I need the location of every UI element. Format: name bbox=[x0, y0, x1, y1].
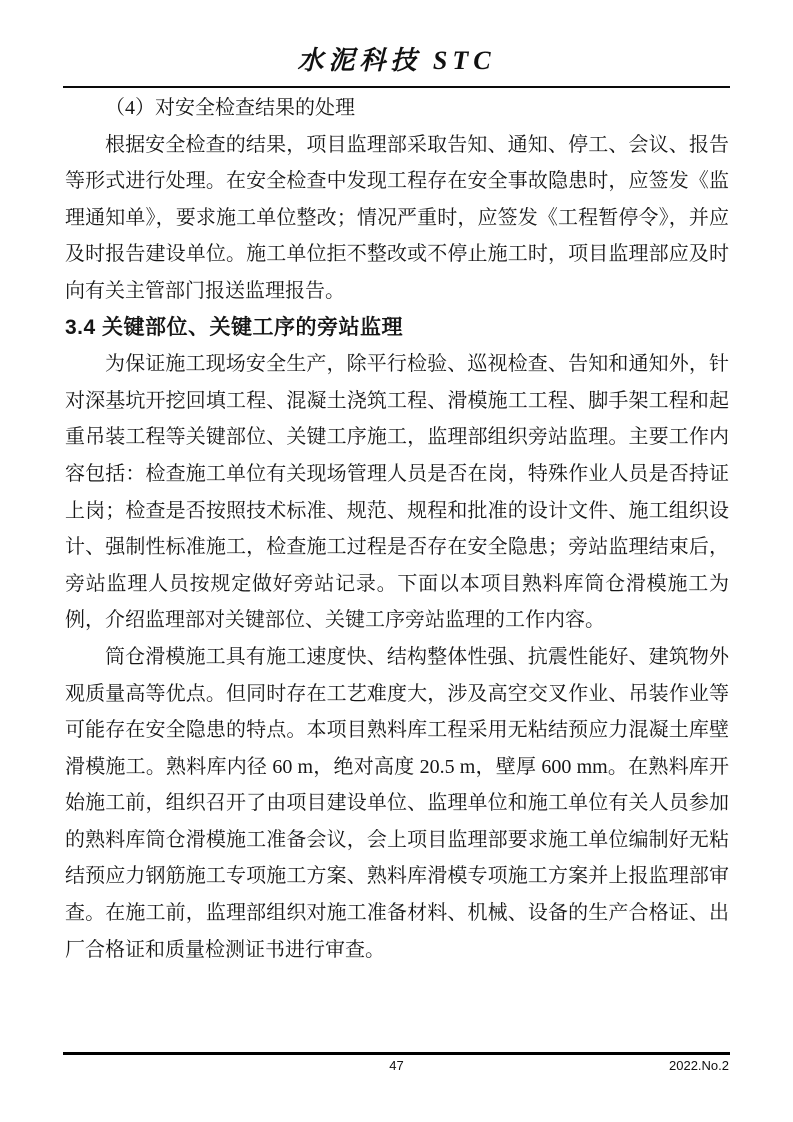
page-number: 47 bbox=[389, 1058, 404, 1073]
issue-number: 2022.No.2 bbox=[669, 1058, 729, 1073]
journal-header bbox=[63, 40, 730, 77]
journal-title: 水泥科技 STC bbox=[297, 46, 496, 75]
subsection-heading: （4）对安全检查结果的处理 bbox=[105, 97, 355, 119]
paragraph-side-station-supervision: 为保证施工现场安全生产，除平行检验、巡视检查、告知和通知外，针对深基坑开挖回填工程、混凝土浇筑工程、滑模施工工程、脚手架工程和起重吊装工程等关键部位、关键工序施工，监理部组织旁站监理。主要工作内容包括：检查施工单位有关现场管理人员是否在岗，特殊作业人员是否持证上岗；检查是否按照技术标准、规范、规程和批准的设计文件、施工组织设计、强制性标准施工，检查施工过程是否存在安全隐患；旁站监理结束后，旁站监理人员按规定做好旁站记录。下面以本项目熟料库筒仓滑模施工为例，介绍监理部对关键部位、关键工序旁站监理的工作内容。 bbox=[65, 353, 729, 632]
paragraph-silo-slipform: 筒仓滑模施工具有施工速度快、结构整体性强、抗震性能好、建筑物外观质量高等优点。但同时存在工艺难度大，涉及高空交叉作业、吊装作业等可能存在安全隐患的特点。本项目熟料库工程采用无粘结预应力混凝土库壁滑模施工。熟料库内径 60 m，绝对高度 20.5 m，壁厚 600 mm。在熟料库开始施工前，组织召开了由项目建设单位、监理单位和施工单位有关人员参加的熟料库筒仓滑模施工准备会议，会上项目监理部要求施工单位编制好无粘结预应力钢筋施工专项施工方案、熟料库滑模专项施工方案并上报监理部审查。在施工前，监理部组织对施工准备材料、机械、设备的生产合格证、出厂合格证和质量检测证书进行审查。 bbox=[65, 645, 729, 961]
header-divider bbox=[63, 86, 730, 88]
section-heading-3-4: 3.4 关键部位、关键工序的旁站监理 bbox=[65, 315, 404, 339]
paragraph-safety-check-handling: 根据安全检查的结果，项目监理部采取告知、通知、停工、会议、报告等形式进行处理。在安全检查中发现工程存在安全事故隐患时，应签发《监理通知单》，要求施工单位整改；情况严重时，应签发《工程暂停令》，并应及时报告建设单位。施工单位拒不整改或不停止施工时，项目监理部应及时向有关主管部门报送监理报告。 bbox=[65, 133, 729, 302]
document-body bbox=[65, 90, 729, 968]
footer-divider bbox=[63, 1052, 730, 1055]
